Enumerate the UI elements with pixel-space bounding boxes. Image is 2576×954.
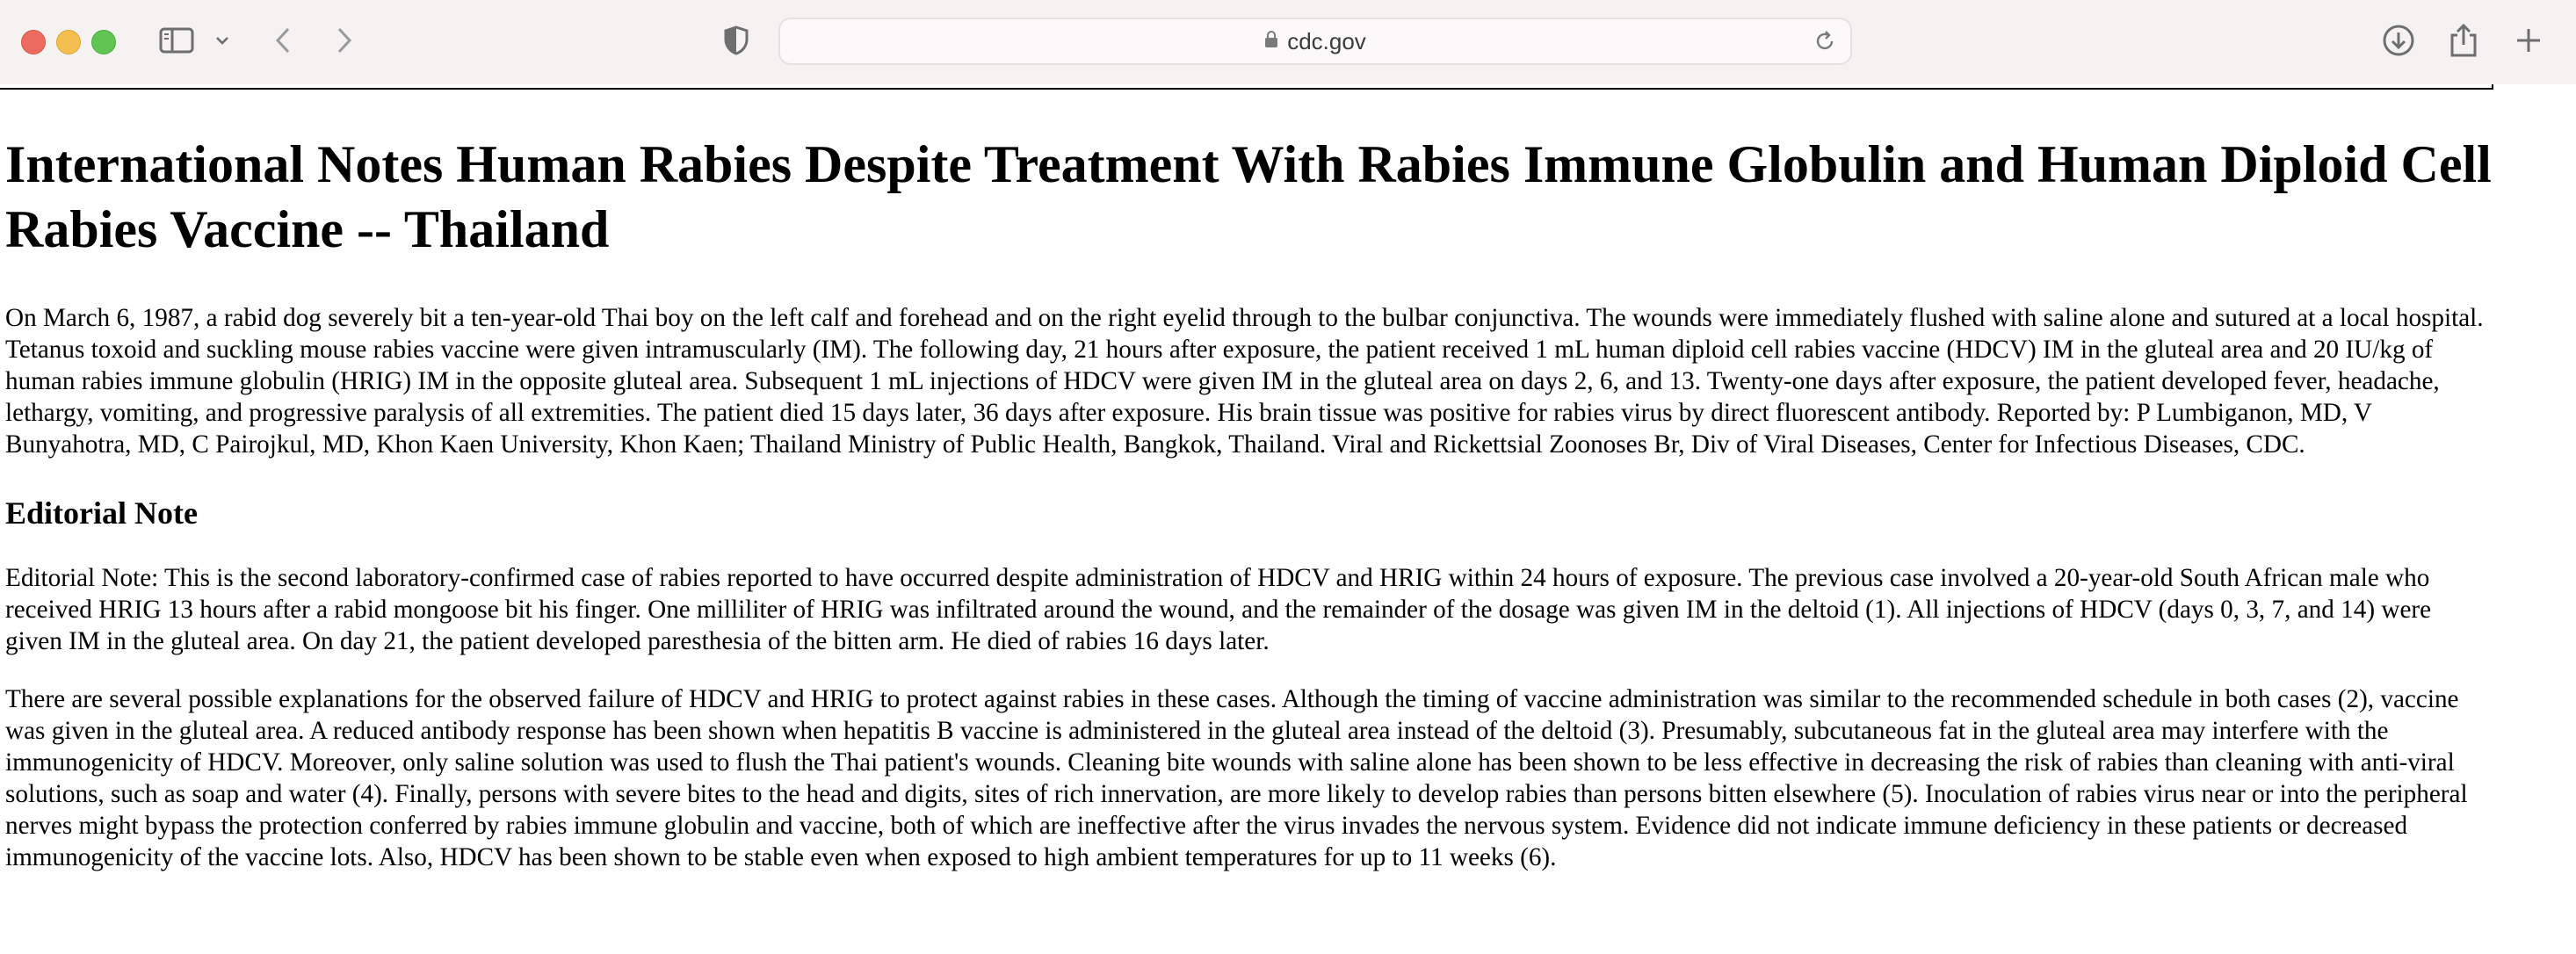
page-frame-corner (2492, 84, 2493, 90)
share-icon[interactable] (2444, 23, 2483, 58)
lock-icon (1264, 31, 1278, 53)
back-arrow-icon[interactable] (267, 23, 299, 58)
article-paragraph-report: On March 6, 1987, a rabid dog severely bit a ten-year-old Thai boy on the left calf and forehead and on the right eyelid through to the bulbar conjunctiva. The wounds were immediately flushed with saline alone and sutured at a local hospital. Tetanus toxoid and suckling mouse rabies vaccine were given intramuscularly (IM). The following day, 21 hours after exposure, the patient received 1 mL human diploid cell rabies vaccine (HDCV) IM in the gluteal area and 20 IU/kg of human rabies immune globulin (HRIG) IM in the opposite gluteal area. Subsequent 1 mL injections of HDCV were given IM in the gluteal area on days 2, 6, and 13. Twenty-one days after exposure, the patient developed fever, headache, lethargy, vomiting, and progressive paralysis of all extremities. The patient died 15 days later, 36 days after exposure. His brain tissue was positive for rabies virus by direct fluorescent antibody. Reported by: P Lumbiganon, MD, V Bunyahotra, MD, C Pairojkul, MD, Khon Kaen University, Khon Kaen; Thailand Ministry of Public Health, Bangkok, Thailand. Viral and Rickettsial Zoonoses Br, Div of Viral Diseases, Center for Infectious Diseases, CDC. (5, 304, 2484, 459)
zoom-window-button[interactable] (91, 30, 116, 54)
chevron-down-icon[interactable] (211, 23, 234, 58)
browser-toolbar (0, 0, 2576, 84)
address-bar[interactable] (778, 18, 1852, 65)
article-title: International Notes Human Rabies Despite Treatment With Rabies Immune Globulin and Human Diploid Cell Rabies Vaccine -- Thailand (5, 135, 2492, 258)
article (5, 132, 2492, 873)
url-text: cdc.gov (1287, 27, 1366, 54)
editorial-note-heading: Editorial Note (5, 495, 198, 531)
forward-arrow-icon[interactable] (329, 23, 360, 58)
minimize-window-button[interactable] (56, 30, 81, 54)
download-icon[interactable] (2379, 23, 2418, 58)
close-window-button[interactable] (21, 30, 46, 54)
new-tab-plus-icon[interactable] (2509, 23, 2548, 58)
sidebar-toggle-icon[interactable] (156, 23, 197, 58)
article-paragraph-explanations: There are several possible explanations for the observed failure of HDCV and HRIG to protect against rabies in these cases. Although the timing of vaccine administration was similar to the recommended schedule in both cases (2), vaccine was given in the gluteal area. A reduced antibody response has been shown when hepatitis B vaccine is administered in the gluteal area instead of the deltoid (3). Presumably, subcutaneous fat in the gluteal area may interfere with the immunogenicity of HDCV. Moreover, only saline solution was used to flush the Thai patient's wounds. Cleaning bite wounds with saline alone has been shown to be less effective in decreasing the risk of rabies than cleaning with anti-viral solutions, such as soap and water (4). Finally, persons with severe bites to the head and digits, sites of rich innervation, are more likely to develop rabies than persons bitten elsewhere (5). Inoculation of rabies virus near or into the peripheral nerves might bypass the protection conferred by rabies immune globulin and vaccine, both of which are ineffective after the virus invades the nervous system. Evidence did not indicate immune deficiency in these patients or decreased immunogenicity of the vaccine lots. Also, HDCV has been shown to be stable even when exposed to high ambient temperatures for up to 11 weeks (6). (5, 685, 2468, 871)
privacy-shield-icon[interactable] (720, 23, 752, 58)
article-paragraph-editorial: Editorial Note: This is the second laboratory-confirmed case of rabies reported to have occurred despite administration of HDCV and HRIG within 24 hours of exposure. The previous case involved a 20-year-old South African male who received HRIG 13 hours after a rabid mongoose bit his finger. One milliliter of HRIG was infiltrated around the wound, and the remainder of the dosage was given IM in the deltoid (1). All injections of HDCV (days 0, 3, 7, and 14) were given IM in the gluteal area. On day 21, the patient developed paresthesia of the bitten arm. He died of rabies 16 days later. (5, 564, 2432, 655)
reload-icon[interactable] (1812, 28, 1838, 54)
page-frame-border (0, 88, 2493, 90)
